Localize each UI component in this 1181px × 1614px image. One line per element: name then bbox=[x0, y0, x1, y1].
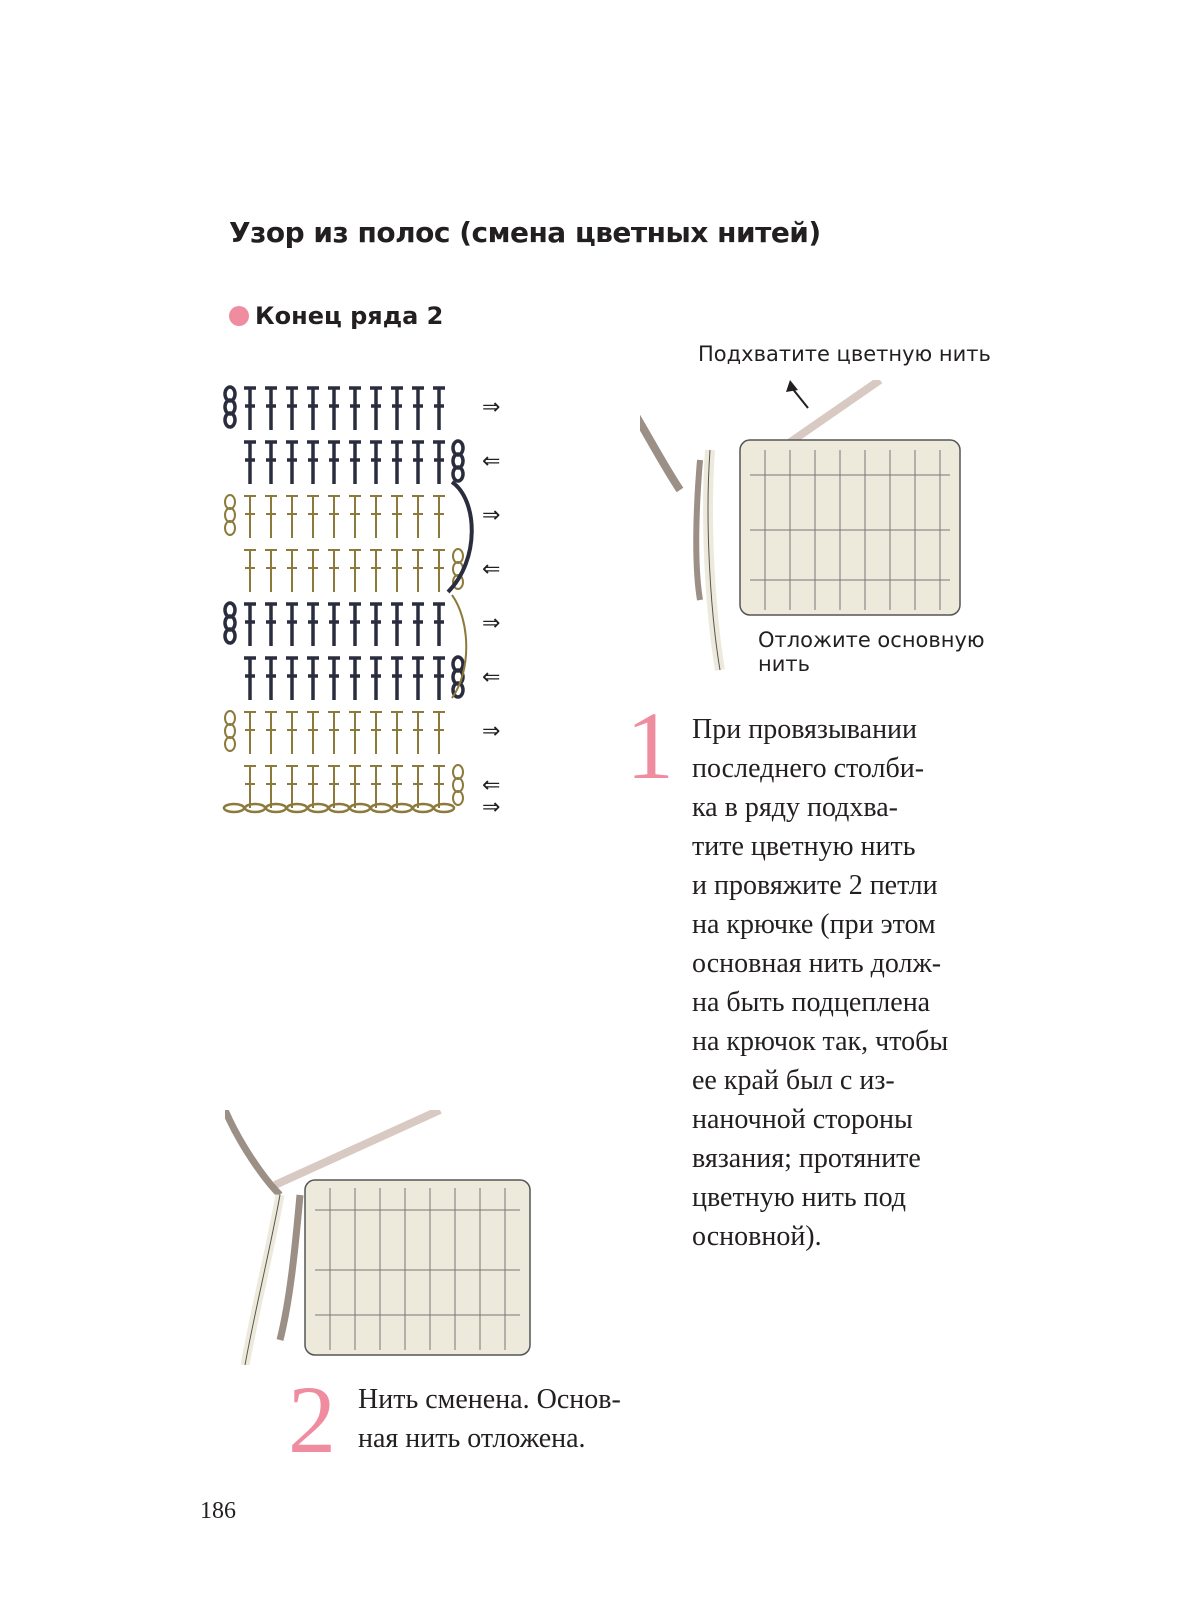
row-direction-arrow: ⇐ bbox=[482, 665, 501, 690]
chain-stitch-symbol bbox=[225, 521, 235, 535]
double-crochet-symbol bbox=[328, 766, 340, 808]
double-crochet-symbol bbox=[349, 766, 361, 808]
double-crochet-symbol bbox=[265, 550, 277, 592]
double-crochet-symbol bbox=[412, 550, 424, 592]
double-crochet-symbol bbox=[328, 604, 340, 646]
chart-row bbox=[244, 549, 463, 592]
double-crochet-symbol bbox=[412, 442, 424, 484]
step2-text: Нить сменена. Основ- ная нить отложена. bbox=[358, 1384, 621, 1454]
double-crochet-symbol bbox=[391, 604, 403, 646]
chain-stitch-symbol bbox=[225, 711, 235, 725]
double-crochet-symbol bbox=[307, 550, 319, 592]
chain-stitch-symbol bbox=[453, 549, 463, 563]
double-crochet-symbol bbox=[370, 550, 382, 592]
double-crochet-symbol bbox=[265, 442, 277, 484]
foundation-chain-symbol bbox=[350, 804, 370, 812]
double-crochet-symbol bbox=[349, 712, 361, 754]
foundation-chain-symbol bbox=[245, 804, 265, 812]
double-crochet-symbol bbox=[412, 604, 424, 646]
section-heading bbox=[229, 302, 443, 330]
double-crochet-symbol bbox=[328, 658, 340, 700]
chart-row bbox=[244, 765, 463, 808]
row-direction-arrow: ⇒ bbox=[482, 395, 501, 420]
double-crochet-symbol bbox=[286, 550, 298, 592]
row-direction-arrow: ⇐ bbox=[482, 449, 501, 474]
double-crochet-symbol bbox=[328, 442, 340, 484]
double-crochet-symbol bbox=[286, 388, 298, 430]
double-crochet-symbol bbox=[349, 658, 361, 700]
double-crochet-symbol bbox=[307, 496, 319, 538]
illus1-label-top: Подхватите цветную нить bbox=[698, 342, 991, 366]
double-crochet-symbol bbox=[328, 712, 340, 754]
double-crochet-symbol bbox=[370, 442, 382, 484]
double-crochet-symbol bbox=[244, 550, 256, 592]
illus1-label-bottom: Отложите основную нить bbox=[758, 628, 985, 676]
row-direction-arrow: ⇒ bbox=[482, 503, 501, 528]
double-crochet-symbol bbox=[433, 388, 445, 430]
step1-number: 1 bbox=[626, 692, 674, 799]
double-crochet-symbol bbox=[244, 496, 256, 538]
double-crochet-symbol bbox=[328, 388, 340, 430]
double-crochet-symbol bbox=[265, 604, 277, 646]
page-number: 186 bbox=[200, 1498, 236, 1524]
double-crochet-symbol bbox=[349, 550, 361, 592]
chart-row bbox=[244, 657, 463, 700]
step2-number: 2 bbox=[288, 1366, 336, 1473]
double-crochet-symbol bbox=[433, 496, 445, 538]
double-crochet-symbol bbox=[349, 496, 361, 538]
double-crochet-symbol bbox=[244, 712, 256, 754]
double-crochet-symbol bbox=[433, 712, 445, 754]
double-crochet-symbol bbox=[265, 712, 277, 754]
double-crochet-symbol bbox=[307, 442, 319, 484]
page-title: Узор из полос (смена цветных нитей) bbox=[229, 216, 821, 249]
double-crochet-symbol bbox=[244, 388, 256, 430]
double-crochet-symbol bbox=[370, 388, 382, 430]
double-crochet-symbol bbox=[412, 712, 424, 754]
crochet-chart-diagram bbox=[220, 380, 520, 830]
dark-yarn-carry bbox=[448, 482, 472, 592]
double-crochet-symbol bbox=[412, 496, 424, 538]
double-crochet-symbol bbox=[244, 658, 256, 700]
chain-stitch-symbol bbox=[453, 778, 463, 792]
double-crochet-symbol bbox=[391, 496, 403, 538]
row-direction-arrow: ⇒ bbox=[482, 611, 501, 636]
double-crochet-symbol bbox=[391, 658, 403, 700]
double-crochet-symbol bbox=[286, 604, 298, 646]
foundation-chain-symbol bbox=[224, 804, 244, 812]
double-crochet-symbol bbox=[391, 550, 403, 592]
double-crochet-symbol bbox=[286, 766, 298, 808]
double-crochet-symbol bbox=[286, 496, 298, 538]
double-crochet-symbol bbox=[265, 658, 277, 700]
double-crochet-symbol bbox=[244, 604, 256, 646]
double-crochet-symbol bbox=[307, 388, 319, 430]
double-crochet-symbol bbox=[391, 388, 403, 430]
double-crochet-symbol bbox=[412, 658, 424, 700]
double-crochet-symbol bbox=[433, 604, 445, 646]
double-crochet-symbol bbox=[370, 496, 382, 538]
double-crochet-symbol bbox=[349, 442, 361, 484]
double-crochet-symbol bbox=[370, 766, 382, 808]
foundation-chain-symbol bbox=[434, 804, 454, 812]
double-crochet-symbol bbox=[286, 658, 298, 700]
row-direction-arrow: ⇒ bbox=[482, 795, 501, 820]
foundation-chain-symbol bbox=[392, 804, 412, 812]
chain-stitch-symbol bbox=[225, 737, 235, 751]
step1-text: При провязывании последнего столби- ка в ряду подхва- тите цветную нить и провяжите 2 петли на крючке (при этом основная нить долж- на быть подцеплена на крючок так, чтобы ее край был с из- наночной стороны вязания; протяните цветную нить под основной). bbox=[692, 714, 949, 1252]
double-crochet-symbol bbox=[244, 766, 256, 808]
chart-row bbox=[225, 495, 445, 538]
double-crochet-symbol bbox=[265, 766, 277, 808]
double-crochet-symbol bbox=[433, 550, 445, 592]
double-crochet-symbol bbox=[328, 550, 340, 592]
double-crochet-symbol bbox=[265, 388, 277, 430]
foundation-chain-symbol bbox=[308, 804, 328, 812]
foundation-chain-symbol bbox=[371, 804, 391, 812]
chain-stitch-symbol bbox=[225, 495, 235, 509]
chart-row bbox=[244, 441, 463, 484]
double-crochet-symbol bbox=[349, 388, 361, 430]
double-crochet-symbol bbox=[328, 496, 340, 538]
foundation-chain-symbol bbox=[329, 804, 349, 812]
row-direction-arrow: ⇒ bbox=[482, 719, 501, 744]
double-crochet-symbol bbox=[286, 442, 298, 484]
chart-row bbox=[225, 603, 445, 646]
double-crochet-symbol bbox=[244, 442, 256, 484]
chain-stitch-symbol bbox=[453, 791, 463, 805]
double-crochet-symbol bbox=[307, 712, 319, 754]
double-crochet-symbol bbox=[286, 712, 298, 754]
double-crochet-symbol bbox=[391, 442, 403, 484]
double-crochet-symbol bbox=[349, 604, 361, 646]
double-crochet-symbol bbox=[370, 712, 382, 754]
double-crochet-symbol bbox=[412, 766, 424, 808]
double-crochet-symbol bbox=[412, 388, 424, 430]
section-label: Конец ряда 2 bbox=[255, 302, 444, 330]
chart-row bbox=[225, 711, 445, 754]
chain-stitch-symbol bbox=[225, 724, 235, 738]
row-direction-arrow: ⇐ bbox=[482, 773, 501, 798]
double-crochet-symbol bbox=[370, 658, 382, 700]
step2-illustration bbox=[225, 1110, 545, 1365]
double-crochet-symbol bbox=[307, 658, 319, 700]
double-crochet-symbol bbox=[391, 712, 403, 754]
foundation-chain-symbol bbox=[266, 804, 286, 812]
chain-stitch-symbol bbox=[453, 765, 463, 779]
foundation-chain-symbol bbox=[413, 804, 433, 812]
chain-stitch-symbol bbox=[225, 508, 235, 522]
double-crochet-symbol bbox=[433, 766, 445, 808]
double-crochet-symbol bbox=[433, 658, 445, 700]
bullet-dot bbox=[229, 306, 249, 326]
double-crochet-symbol bbox=[265, 496, 277, 538]
foundation-chain-symbol bbox=[287, 804, 307, 812]
double-crochet-symbol bbox=[391, 766, 403, 808]
double-crochet-symbol bbox=[307, 604, 319, 646]
chart-row bbox=[225, 387, 445, 430]
row-direction-arrow: ⇐ bbox=[482, 557, 501, 582]
double-crochet-symbol bbox=[370, 604, 382, 646]
double-crochet-symbol bbox=[307, 766, 319, 808]
double-crochet-symbol bbox=[433, 442, 445, 484]
